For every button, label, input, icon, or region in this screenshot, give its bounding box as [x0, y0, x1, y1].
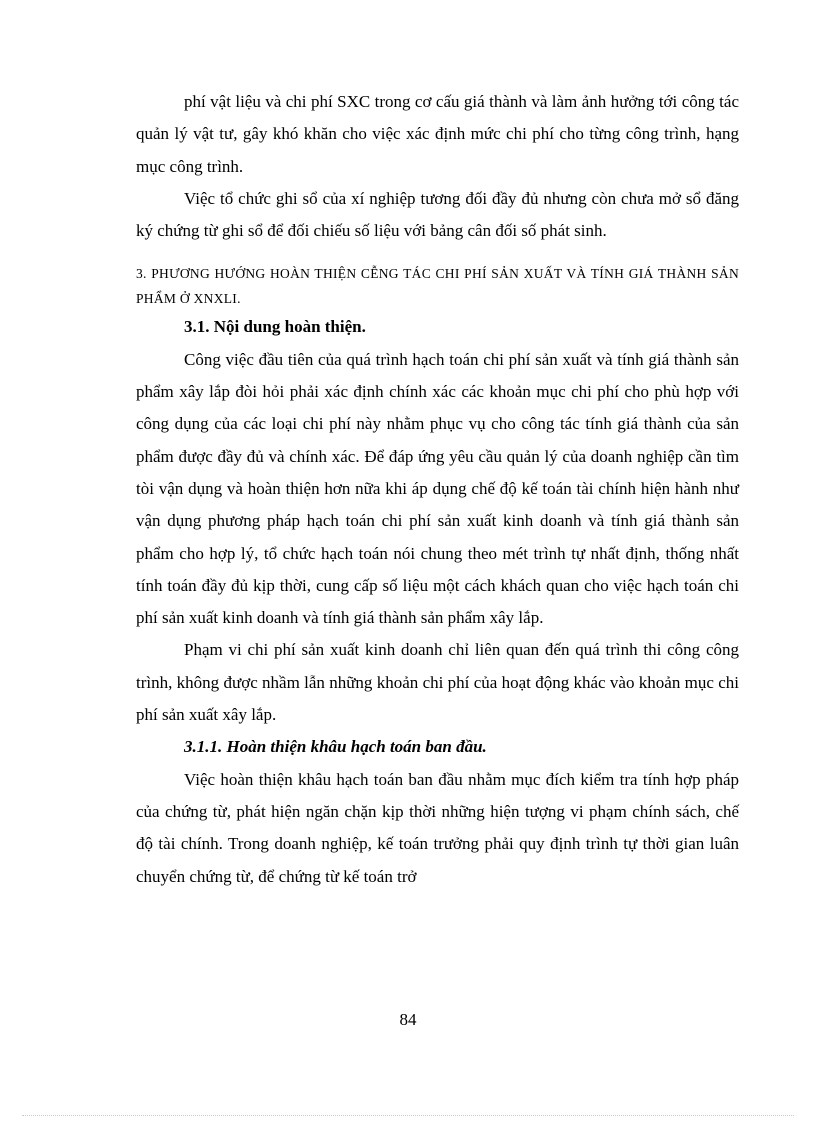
- paragraph: Phạm vi chi phí sản xuất kinh doanh chỉ liên quan đến quá trình thi công công trình, không được nhầm lẫn những khoản chi phí của hoạt động khác vào khoản mục chi phí sản xuất xây lắp.: [136, 640, 739, 725]
- subsection-heading: 3.1. Nội dung hoàn thiện.: [184, 317, 366, 337]
- paragraph: phí vật liệu và chi phí SXC trong cơ cấu giá thành và làm ảnh hưởng tới công tác quản lý vật tư, gây khó khăn cho việc xác định mức chi phí cho từng công trình, hạng mục công trình.: [136, 92, 739, 176]
- page-edge-divider: [22, 1115, 794, 1116]
- paragraph: Việc tổ chức ghi sổ của xí nghiệp tương đối đầy đủ nhưng còn chưa mở sổ đăng ký chứng từ ghi sổ để đối chiếu số liệu với bảng cân đối số phát sinh.: [136, 188, 739, 241]
- section-heading: 3. PHƯƠNG HƯỚNG HOÀN THIỆN CỄNG TÁC CHI PHÍ SẢN XUẤT VÀ TÍNH GIÁ THÀNH SẢN PHẨM Ở XNXLI.: [136, 266, 739, 307]
- page-number: 84: [399, 1010, 417, 1029]
- document-body: [136, 86, 739, 893]
- paragraph: Việc hoàn thiện khâu hạch toán ban đầu nhằm mục đích kiểm tra tính hợp pháp của chứng từ, phát hiện ngăn chặn kịp thời những hiện tượng vi phạm chính sách, chế độ tài chính. Trong doanh nghiệp, kế toán trưởng phải quy định trình tự thời gian luân chuyển chứng từ, để chứng từ kế toán trở: [136, 769, 739, 886]
- paragraph: Công việc đầu tiên của quá trình hạch toán chi phí sản xuất và tính giá thành sản phẩm xây lắp đòi hỏi phải xác định chính xác các khoản mục chi phí cho phù hợp với công dụng của các loại chi phí này nhằm phục vụ cho công tác tính giá thành của sản phẩm được đầy đủ và chính xác. Để đáp ứng yêu cầu quản lý của doanh nghiệp cần tìm tòi vận dụng và hoàn thiện hơn nữa khi áp dụng chế độ kế toán tài chính hiện hành như vận dụng phương pháp hạch toán chi phí sản xuất kinh doanh và tính giá thành sản phẩm cho hợp lý, tổ chức hạch toán nói chung theo mét trình tự nhất định, thống nhất tính toán đầy đủ kịp thời, cung cấp số liệu một cách khách quan cho việc hạch toán chi phí sản xuất kinh doanh và tính giá thành sản phẩm xây lắp.: [136, 349, 739, 628]
- subsubsection-heading: 3.1.1. Hoàn thiện khâu hạch toán ban đầu.: [184, 737, 487, 757]
